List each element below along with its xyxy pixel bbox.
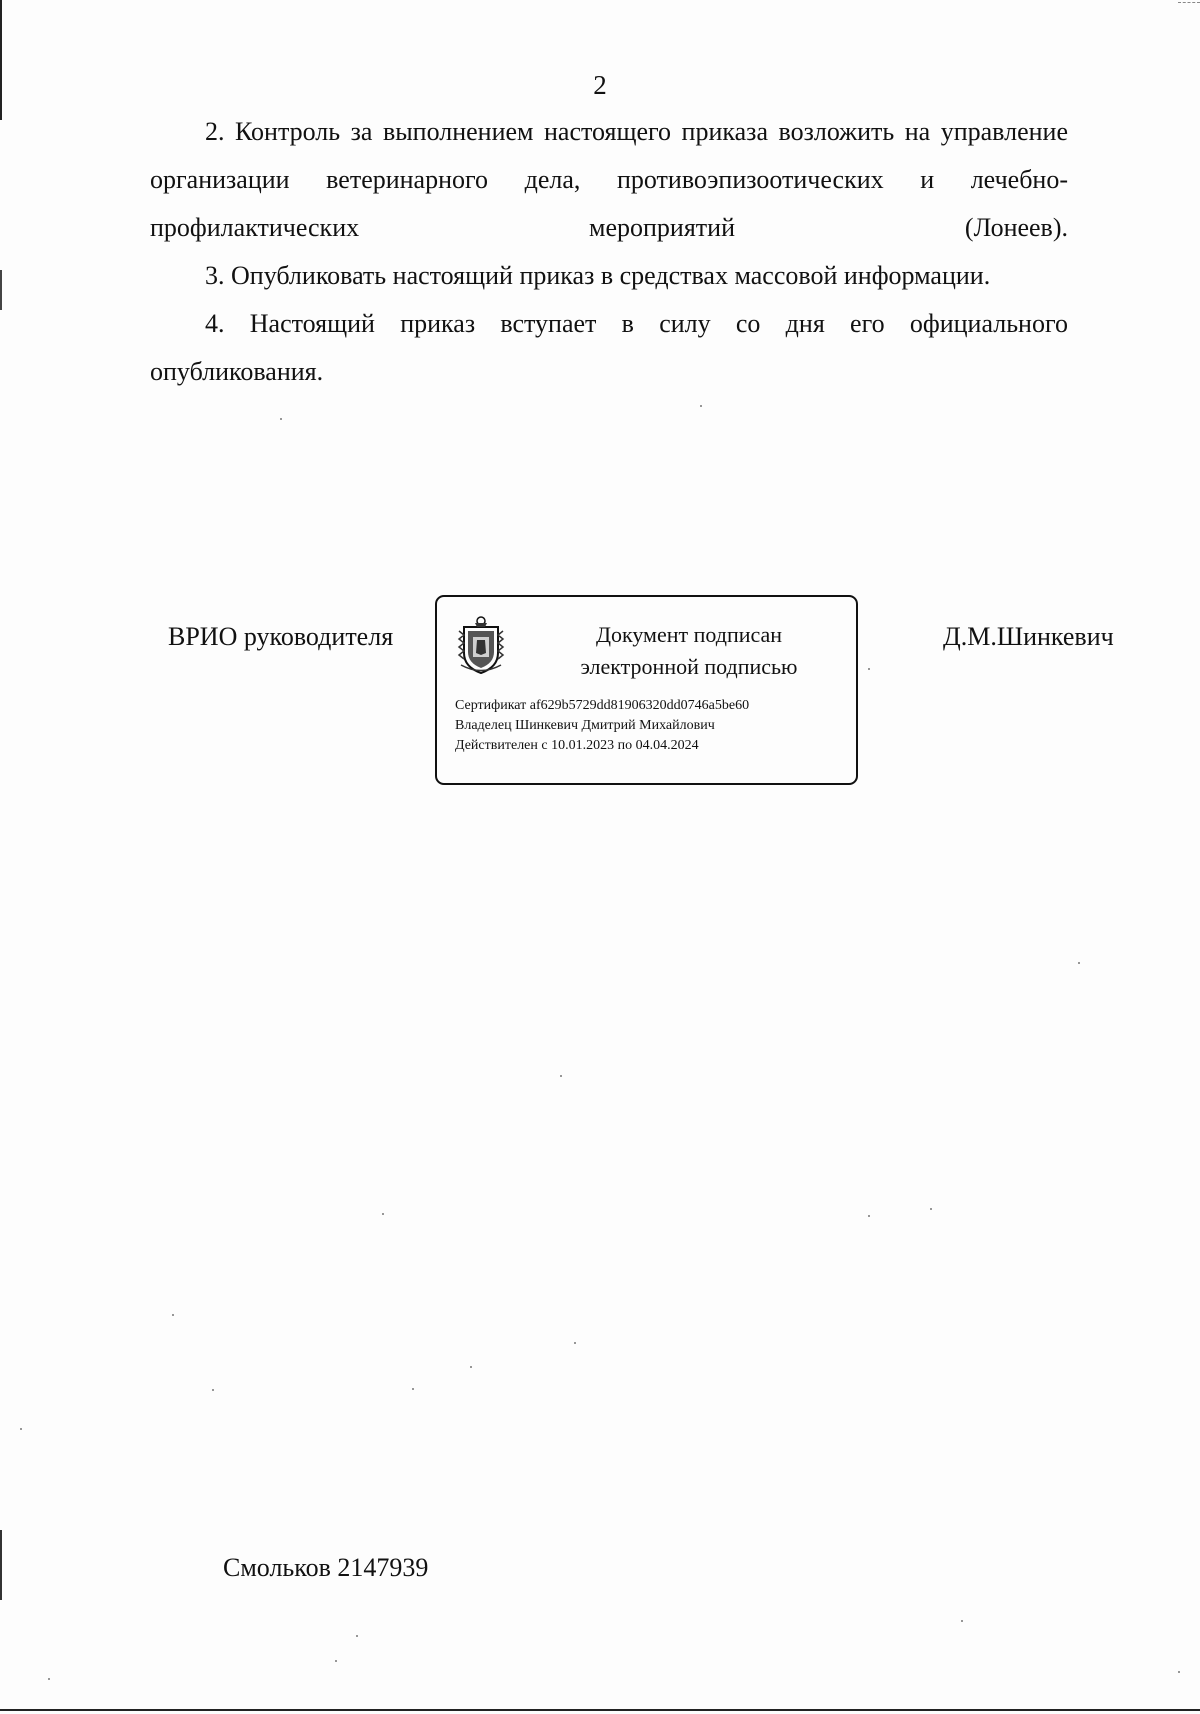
- scan-speck: [412, 1388, 414, 1390]
- scan-speck: [961, 1620, 963, 1622]
- scan-edge: [0, 0, 2, 120]
- scan-speck: [930, 1208, 932, 1210]
- signer-position: ВРИО руководителя: [168, 622, 394, 651]
- scan-speck: [172, 1314, 174, 1316]
- paragraph-publish: 3. Опубликовать настоящий приказ в средствах массовой информации.: [205, 261, 991, 290]
- scan-speck: [382, 1213, 384, 1215]
- signer-name: Д.М.Шинкевич: [943, 622, 1114, 651]
- scan-speck: [560, 1075, 562, 1077]
- scan-speck: [356, 1635, 358, 1637]
- scan-speck: [335, 1660, 337, 1662]
- scan-speck: [212, 1389, 214, 1391]
- stamp-certificate: Сертификат af629b5729dd81906320dd0746a5be60: [455, 698, 750, 713]
- stamp-validity: Действителен с 10.01.2023 по 04.04.2024: [455, 738, 699, 753]
- scan-edge: [1178, 2, 1200, 4]
- scan-edge: [0, 270, 2, 310]
- scan-speck: [868, 1215, 870, 1217]
- electronic-signature-stamp: [435, 595, 858, 785]
- executor-info: Смольков 2147939: [223, 1553, 429, 1582]
- scan-speck: [1078, 962, 1080, 964]
- scan-speck: [1178, 1671, 1180, 1673]
- page-number: 2: [593, 70, 607, 100]
- scan-speck: [868, 668, 870, 670]
- stamp-details: [455, 696, 749, 756]
- scan-speck: [48, 1678, 50, 1680]
- stamp-title-line2: электронной подписью: [580, 654, 798, 679]
- stamp-title: [532, 619, 846, 683]
- stamp-title-line1: Документ подписан: [595, 622, 783, 647]
- scan-speck: [20, 1428, 22, 1430]
- scan-speck: [574, 1342, 576, 1344]
- coat-of-arms-icon: [456, 613, 506, 675]
- paragraph-control: 2. Контроль за выполнением настоящего приказа возложить на управление организации ветеринарного дела, противоэпизоотических и лечебно-профилактических мероприятий (Лонеев).: [150, 117, 1068, 242]
- scan-speck: [280, 418, 282, 420]
- scan-edge: [0, 1530, 2, 1600]
- scan-speck: [700, 405, 702, 407]
- paragraph-effective: 4. Настоящий приказ вступает в силу со дня его официального опубликования.: [150, 309, 1068, 386]
- stamp-owner: Владелец Шинкевич Дмитрий Михайлович: [455, 718, 715, 733]
- order-body: [150, 108, 1068, 396]
- scan-speck: [470, 1366, 472, 1368]
- scan-edge: [0, 1709, 1200, 1711]
